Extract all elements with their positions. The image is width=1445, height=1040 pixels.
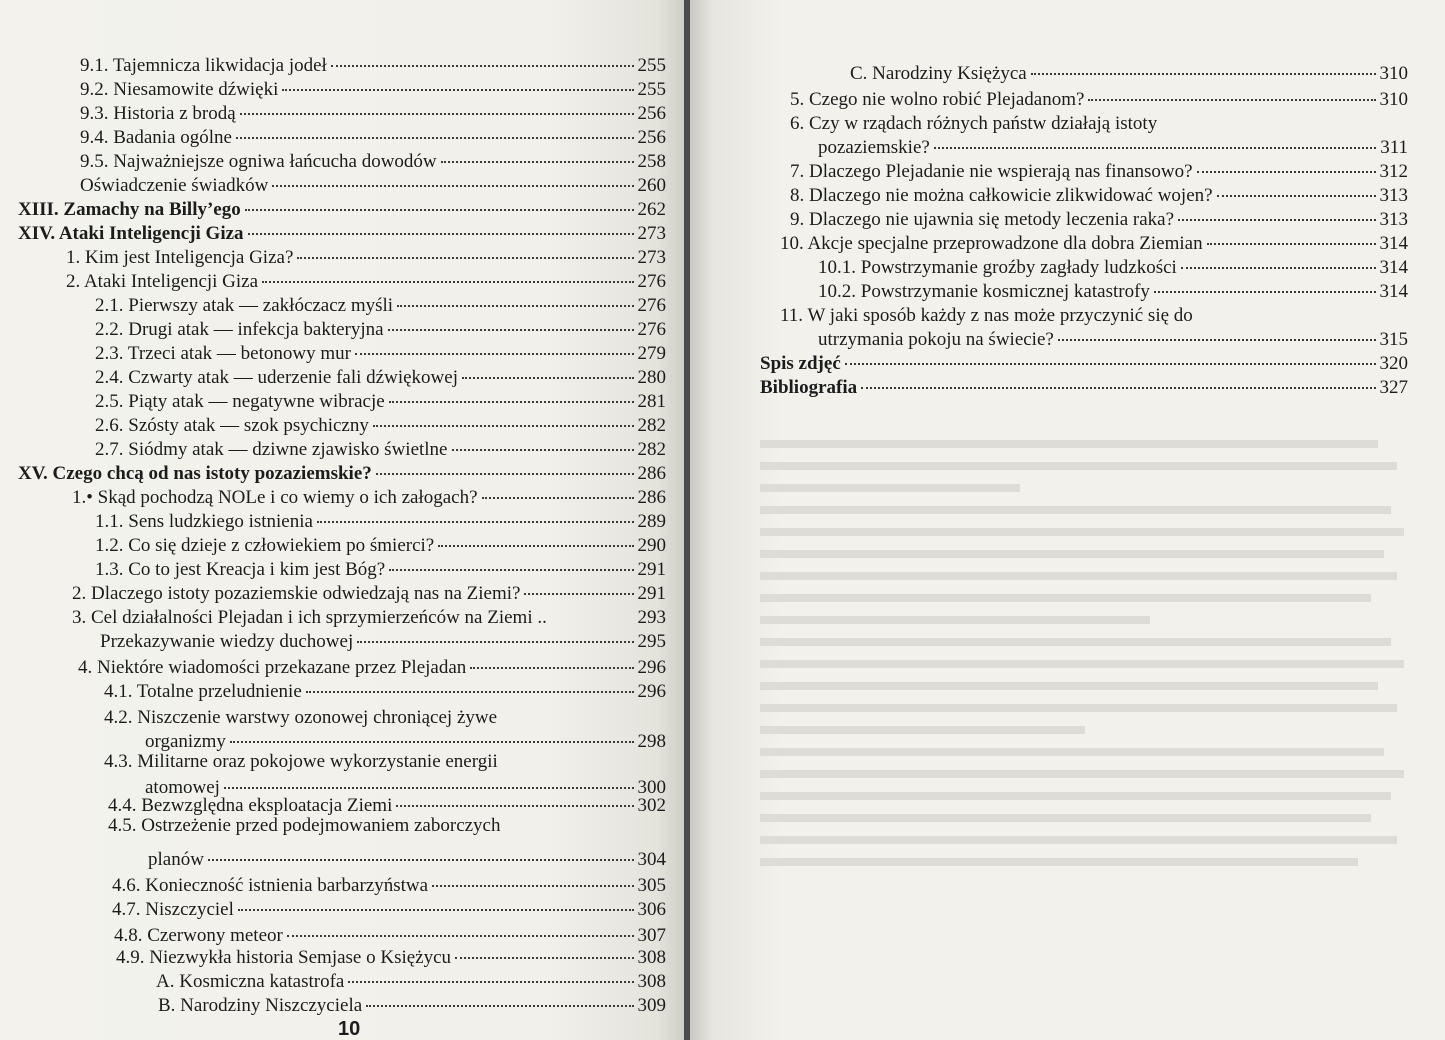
toc-entry (112, 874, 666, 898)
toc-entry-page: 305 (637, 875, 666, 896)
dot-leader (317, 521, 634, 523)
dot-leader (1207, 243, 1376, 245)
toc-entry-page: 286 (637, 487, 666, 508)
toc-entry-page: 309 (637, 995, 666, 1016)
toc-entry-title: 9.2. Niesamowite dźwięki (80, 79, 279, 100)
toc-entry-title: 4.7. Niszczyciel (112, 899, 234, 920)
dot-leader (1181, 267, 1376, 269)
toc-entry-title: 1.3. Co to jest Kreacja i kim jest Bóg? (95, 559, 386, 580)
toc-entry (790, 184, 1408, 208)
toc-entry-page: 298 (637, 731, 666, 752)
toc-entry-page: 276 (637, 271, 666, 292)
toc-entry-title: 3. Cel działalności Plejadan i ich sprzymierzeńców na Ziemi .. (72, 607, 547, 628)
dot-leader (1217, 195, 1376, 197)
toc-entry-page: 276 (637, 295, 666, 316)
toc-entry-page: 304 (637, 849, 666, 870)
toc-entry-title: Spis zdjęć (760, 353, 841, 374)
toc-entry-page: 282 (637, 415, 666, 436)
toc-entry-title: 4. Niektóre wiadomości przekazane przez Plejadan (78, 657, 467, 678)
dot-leader (389, 401, 634, 403)
toc-entry-page: 273 (637, 223, 666, 244)
toc-entry-title: Bibliografia (760, 377, 858, 398)
toc-entry-title: 10. Akcje specjalne przeprowadzone dla dobra Ziemian (780, 233, 1203, 254)
dot-leader (208, 859, 634, 861)
toc-chapter (18, 222, 666, 246)
toc-entry-page: 302 (637, 795, 666, 816)
toc-entry-page: 293 (637, 607, 666, 628)
toc-entry (95, 294, 666, 318)
toc-entry-title: 2.4. Czwarty atak — uderzenie fali dźwiękowej (95, 367, 458, 388)
toc-entry-page: 314 (1379, 257, 1408, 278)
toc-entry (158, 994, 666, 1018)
toc-chapter (760, 376, 1408, 400)
toc-entry (148, 848, 666, 872)
toc-entry-page: 286 (637, 463, 666, 484)
toc-entry (80, 102, 666, 126)
toc-entry-page: 256 (637, 103, 666, 124)
dot-leader (1058, 339, 1376, 341)
toc-entry-page: 256 (637, 127, 666, 148)
toc-entry-title: 2.5. Piąty atak — negatywne wibracje (95, 391, 385, 412)
toc-entry-page: 300 (637, 777, 666, 798)
toc-entry-page: 258 (637, 151, 666, 172)
toc-entry (112, 898, 666, 922)
toc-entry (95, 342, 666, 366)
toc-entry-title: 7. Dlaczego Plejadanie nie wspierają nas finansowo? (790, 161, 1193, 182)
dot-leader (438, 545, 633, 547)
dot-leader (357, 641, 633, 643)
toc-entry-page: 276 (637, 319, 666, 340)
toc-entry-title: 4.6. Konieczność istnienia barbarzyństwa (112, 875, 429, 896)
toc-entry-title: XV. Czego chcą od nas istoty pozaziemskie? (18, 463, 372, 484)
toc-entry-title: 9.3. Historia z brodą (80, 103, 236, 124)
toc-entry-title: 8. Dlaczego nie można całkowicie zlikwidować wojen? (790, 185, 1213, 206)
toc-entry-title: 4.3. Militarne oraz pokojowe wykorzystanie energii (104, 751, 498, 772)
toc-entry (95, 390, 666, 414)
dot-leader (1197, 171, 1376, 173)
toc-entry (100, 630, 666, 654)
toc-entry-title: A. Kosmiczna katastrofa (156, 971, 345, 992)
toc-entry-page: 295 (637, 631, 666, 652)
toc-entry (95, 414, 666, 438)
toc-entry (72, 582, 666, 606)
toc-entry-page: 260 (637, 175, 666, 196)
dot-leader (389, 569, 633, 571)
dot-leader (482, 497, 634, 499)
toc-entry (95, 534, 666, 558)
toc-entry-title: 2.3. Trzeci atak — betonowy mur (95, 343, 351, 364)
toc-entry (818, 280, 1408, 304)
dot-leader (452, 449, 634, 451)
toc-entry (818, 256, 1408, 280)
dot-leader (240, 113, 634, 115)
toc-entry-page: 296 (637, 657, 666, 678)
dot-leader (1154, 291, 1376, 293)
toc-entry-page: 282 (637, 439, 666, 460)
toc-entry-page: 273 (637, 247, 666, 268)
toc-entry-title: 4.8. Czerwony meteor (114, 925, 283, 946)
toc-entry-title: 9.1. Tajemnicza likwidacja jodeł (80, 55, 327, 76)
toc-entry (850, 62, 1408, 86)
toc-entry-page: 313 (1379, 185, 1408, 206)
dot-leader (348, 981, 633, 983)
toc-entry-page: 308 (637, 947, 666, 968)
toc-entry-title: 9.4. Badania ogólne (80, 127, 232, 148)
toc-entry-title: Oświadczenie świadków (80, 175, 269, 196)
dot-leader (282, 89, 633, 91)
dot-leader (236, 137, 634, 139)
dot-leader (441, 161, 634, 163)
toc-entry-page: 308 (637, 971, 666, 992)
toc-entry-title: B. Narodziny Niszczyciela (158, 995, 363, 1016)
dot-leader (524, 593, 633, 595)
toc-entry-page: 280 (637, 367, 666, 388)
toc-chapter (18, 198, 666, 222)
toc-entry (80, 150, 666, 174)
toc-entry (104, 680, 666, 704)
toc-entry-page: 306 (637, 899, 666, 920)
toc-entry (95, 438, 666, 462)
toc-entry-title: 5. Czego nie wolno robić Plejadanom? (790, 89, 1085, 110)
dot-leader (262, 281, 633, 283)
toc-entry-continuation: organizmy (145, 731, 226, 752)
toc-entry-title: 4.9. Niezwykła historia Semjase o Księżycu (116, 947, 452, 968)
toc-entry-title: 2. Dlaczego istoty pozaziemskie odwiedzają nas na Ziemi? (72, 583, 521, 604)
dot-leader (861, 387, 1375, 389)
toc-entry-title: 4.2. Niszczenie warstwy ozonowej chroniącej żywe (104, 707, 498, 728)
toc-entry-title: XIV. Ataki Inteligencji Giza (18, 223, 244, 244)
toc-entry-page: 281 (637, 391, 666, 412)
toc-entry-page: 327 (1379, 377, 1408, 398)
toc-entry (818, 328, 1408, 352)
toc-entry-title: 2. Ataki Inteligencji Giza (66, 271, 259, 292)
dot-leader (287, 935, 634, 937)
toc-entry-page: 291 (637, 583, 666, 604)
toc-entry-page: 314 (1379, 233, 1408, 254)
toc-entry-page: 314 (1379, 281, 1408, 302)
dot-leader (306, 691, 634, 693)
toc-entry (80, 54, 666, 78)
toc-entry-title: 2.1. Pierwszy atak — zakłóczacz myśli (95, 295, 394, 316)
toc-entry-title: 1.1. Sens ludzkiego istnienia (95, 511, 313, 532)
toc-entry-continuation: utrzymania pokoju na świecie? (818, 329, 1054, 350)
toc-entry-page: 311 (1380, 137, 1408, 158)
dot-leader (331, 65, 634, 67)
toc-chapter (760, 352, 1408, 376)
toc-entry (114, 924, 666, 948)
toc-entry-title: Przekazywanie wiedzy duchowej (100, 631, 354, 652)
toc-entry-page: 310 (1379, 63, 1408, 84)
dot-leader (224, 787, 634, 789)
dot-leader (230, 741, 634, 743)
toc-entry-page: 255 (637, 79, 666, 100)
toc-entry-continuation: atomowej (145, 777, 220, 798)
toc-entry-title: 1. Kim jest Inteligencja Giza? (66, 247, 294, 268)
toc-entry-title: C. Narodziny Księżyca (850, 63, 1027, 84)
toc-entry-page: 320 (1379, 353, 1408, 374)
toc-entry-page: 262 (637, 199, 666, 220)
toc-entry (95, 510, 666, 534)
left-page (0, 0, 684, 1040)
toc-entry (72, 486, 666, 510)
toc-entry-title: 9.5. Najważniejsze ogniwa łańcucha dowodów (80, 151, 437, 172)
show-through-text-block (760, 430, 1410, 1030)
toc-entry-title: 10.2. Powstrzymanie kosmicznej katastrofy (818, 281, 1150, 302)
toc-entry (95, 558, 666, 582)
dot-leader (388, 329, 634, 331)
toc-entry-title: 6. Czy w rządach różnych państw działają istoty (790, 113, 1158, 134)
toc-entry-page: 291 (637, 559, 666, 580)
toc-entry (156, 970, 666, 994)
dot-leader (238, 909, 634, 911)
dot-leader (248, 233, 634, 235)
toc-entry (818, 136, 1408, 160)
toc-entry-title: 1.2. Co się dzieje z człowiekiem po śmierci? (95, 535, 435, 556)
dot-leader (462, 377, 634, 379)
toc-entry-page: 289 (637, 511, 666, 532)
toc-entry-page: 312 (1379, 161, 1408, 182)
toc-entry (80, 174, 666, 198)
dot-leader (1178, 219, 1375, 221)
dot-leader (297, 257, 633, 259)
toc-entry-title: 4.1. Totalne przeludnienie (104, 681, 302, 702)
right-page (690, 0, 1445, 1040)
toc-entry-title: 4.5. Ostrzeżenie przed podejmowaniem zaborczych (108, 815, 501, 836)
dot-leader (245, 209, 634, 211)
toc-entry-continuation: pozaziemskie? (818, 137, 930, 158)
toc-entry (790, 208, 1408, 232)
toc-chapter (18, 462, 666, 486)
dot-leader (1088, 99, 1375, 101)
toc-entry-title: 2.2. Drugi atak — infekcja bakteryjna (95, 319, 384, 340)
dot-leader (1031, 73, 1376, 75)
toc-entry-page: 279 (637, 343, 666, 364)
toc-entry (66, 246, 666, 270)
toc-entry (95, 366, 666, 390)
toc-entry-title: 10.1. Powstrzymanie groźby zagłady ludzkości (818, 257, 1177, 278)
dot-leader (934, 147, 1376, 149)
dot-leader (470, 667, 633, 669)
dot-leader (396, 805, 633, 807)
toc-entry-page: 255 (637, 55, 666, 76)
dot-leader (455, 957, 633, 959)
dot-leader (373, 425, 634, 427)
toc-entry-page: 313 (1379, 209, 1408, 230)
toc-entry-title: 2.6. Szósty atak — szok psychiczny (95, 415, 369, 436)
toc-entry-title: 1.• Skąd pochodzą NOLe i co wiemy o ich załogach? (72, 487, 478, 508)
toc-entry-page: 307 (637, 925, 666, 946)
dot-leader (376, 473, 634, 475)
dot-leader (432, 885, 633, 887)
dot-leader (366, 1005, 633, 1007)
toc-entry-page: 310 (1379, 89, 1408, 110)
toc-entry-title: 11. W jaki sposób każdy z nas może przyczynić się do (780, 305, 1193, 326)
toc-entry-title: XIII. Zamachy na Billy’ego (18, 199, 241, 220)
toc-entry (72, 606, 666, 630)
toc-entry (790, 160, 1408, 184)
toc-entry (80, 78, 666, 102)
dot-leader (355, 353, 634, 355)
toc-entry-title: 9. Dlaczego nie ujawnia się metody leczenia raka? (790, 209, 1175, 230)
toc-entry-title: 2.7. Siódmy atak — dziwne zjawisko świetlne (95, 439, 448, 460)
dot-leader (272, 185, 633, 187)
toc-entry (78, 656, 666, 680)
toc-entry-page: 315 (1379, 329, 1408, 350)
toc-entry-continuation: planów (148, 849, 204, 870)
dot-leader (397, 305, 633, 307)
toc-entry (116, 946, 666, 970)
toc-entry (790, 88, 1408, 112)
toc-entry (95, 318, 666, 342)
toc-entry (780, 232, 1408, 256)
toc-entry (66, 270, 666, 294)
toc-entry (80, 126, 666, 150)
toc-entry-title: 4.4. Bezwzględna eksploatacja Ziemi (108, 795, 393, 816)
dot-leader (845, 363, 1376, 365)
toc-entry-page: 296 (637, 681, 666, 702)
page-number: 10 (338, 1018, 361, 1040)
toc-entry-page: 290 (637, 535, 666, 556)
